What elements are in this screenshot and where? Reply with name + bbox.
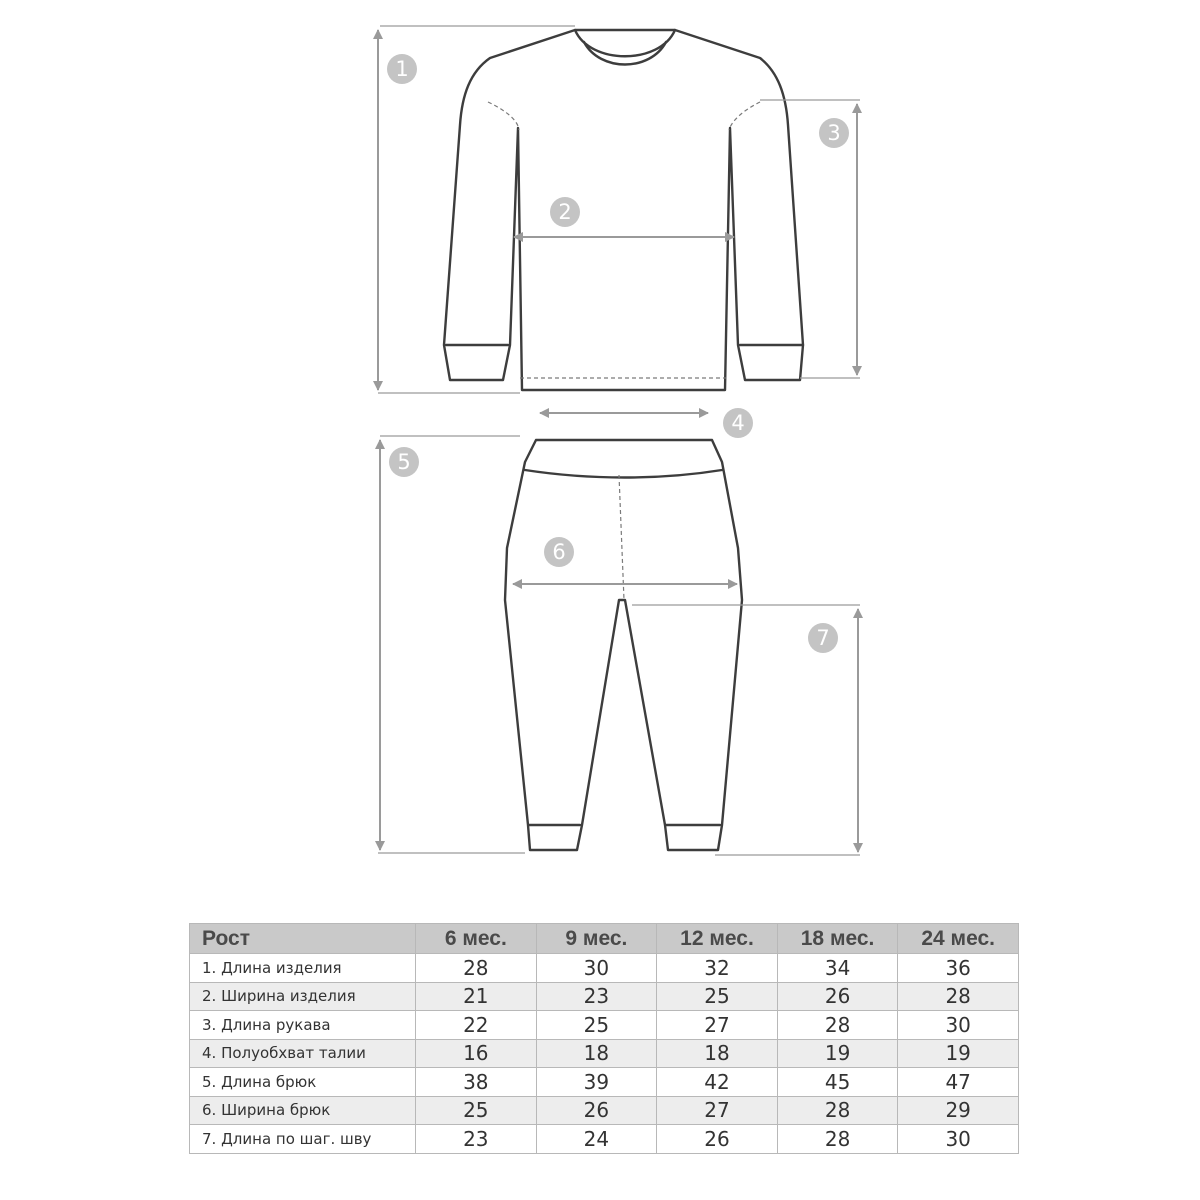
- size-chart-table: [189, 923, 1019, 1154]
- table-cell: 18: [536, 1039, 657, 1068]
- header-24m: 24 мес.: [898, 924, 1019, 954]
- table-cell: 26: [536, 1096, 657, 1125]
- table-cell: 29: [898, 1096, 1019, 1125]
- table-cell: 30: [898, 1125, 1019, 1154]
- table-cell: 27: [657, 1011, 778, 1040]
- table-cell: 19: [777, 1039, 898, 1068]
- svg-text:6: 6: [552, 540, 566, 564]
- table-cell: 39: [536, 1068, 657, 1097]
- table-row: [190, 1011, 1019, 1040]
- callout-2: [550, 197, 580, 227]
- table-row: [190, 982, 1019, 1011]
- table-cell: 19: [898, 1039, 1019, 1068]
- table-header-row: [190, 924, 1019, 954]
- svg-text:1: 1: [395, 57, 409, 81]
- header-height: Рост: [190, 924, 416, 954]
- table-cell: 25: [657, 982, 778, 1011]
- table-row: [190, 1096, 1019, 1125]
- table-cell: 16: [416, 1039, 537, 1068]
- callout-7: [808, 623, 838, 653]
- table-cell: 30: [898, 1011, 1019, 1040]
- svg-text:2: 2: [558, 200, 572, 224]
- table-row: [190, 954, 1019, 983]
- callout-3: [819, 118, 849, 148]
- header-12m: 12 мес.: [657, 924, 778, 954]
- table-cell: 28: [777, 1096, 898, 1125]
- row-label: 7. Длина по шаг. шву: [190, 1125, 416, 1154]
- table-cell: 26: [657, 1125, 778, 1154]
- sweatshirt-outline: [444, 30, 803, 390]
- table-cell: 27: [657, 1096, 778, 1125]
- row-label: 1. Длина изделия: [190, 954, 416, 983]
- callout-6: [544, 537, 574, 567]
- table-row: [190, 1039, 1019, 1068]
- header-6m: 6 мес.: [416, 924, 537, 954]
- table-cell: 26: [777, 982, 898, 1011]
- table-cell: 25: [536, 1011, 657, 1040]
- table-cell: 21: [416, 982, 537, 1011]
- table-cell: 30: [536, 954, 657, 983]
- callout-4: [723, 408, 753, 438]
- table-cell: 18: [657, 1039, 778, 1068]
- table-cell: 28: [777, 1011, 898, 1040]
- table-cell: 22: [416, 1011, 537, 1040]
- callout-1: [387, 54, 417, 84]
- table-cell: 28: [777, 1125, 898, 1154]
- table-cell: 25: [416, 1096, 537, 1125]
- header-9m: 9 мес.: [536, 924, 657, 954]
- svg-text:5: 5: [397, 450, 411, 474]
- row-label: 6. Ширина брюк: [190, 1096, 416, 1125]
- table-row: [190, 1068, 1019, 1097]
- table-cell: 28: [898, 982, 1019, 1011]
- table-cell: 23: [536, 982, 657, 1011]
- svg-text:3: 3: [827, 121, 841, 145]
- table-cell: 45: [777, 1068, 898, 1097]
- row-label: 5. Длина брюк: [190, 1068, 416, 1097]
- header-18m: 18 мес.: [777, 924, 898, 954]
- callout-5: [389, 447, 419, 477]
- pants-outline: [505, 440, 742, 850]
- table-cell: 24: [536, 1125, 657, 1154]
- row-label: 3. Длина рукава: [190, 1011, 416, 1040]
- table-cell: 36: [898, 954, 1019, 983]
- table-cell: 28: [416, 954, 537, 983]
- table-cell: 23: [416, 1125, 537, 1154]
- table-cell: 32: [657, 954, 778, 983]
- svg-text:7: 7: [816, 626, 830, 650]
- table-row: [190, 1125, 1019, 1154]
- table-cell: 38: [416, 1068, 537, 1097]
- table-cell: 34: [777, 954, 898, 983]
- row-label: 2. Ширина изделия: [190, 982, 416, 1011]
- row-label: 4. Полуобхват талии: [190, 1039, 416, 1068]
- svg-text:4: 4: [731, 411, 745, 435]
- table-cell: 47: [898, 1068, 1019, 1097]
- table-cell: 42: [657, 1068, 778, 1097]
